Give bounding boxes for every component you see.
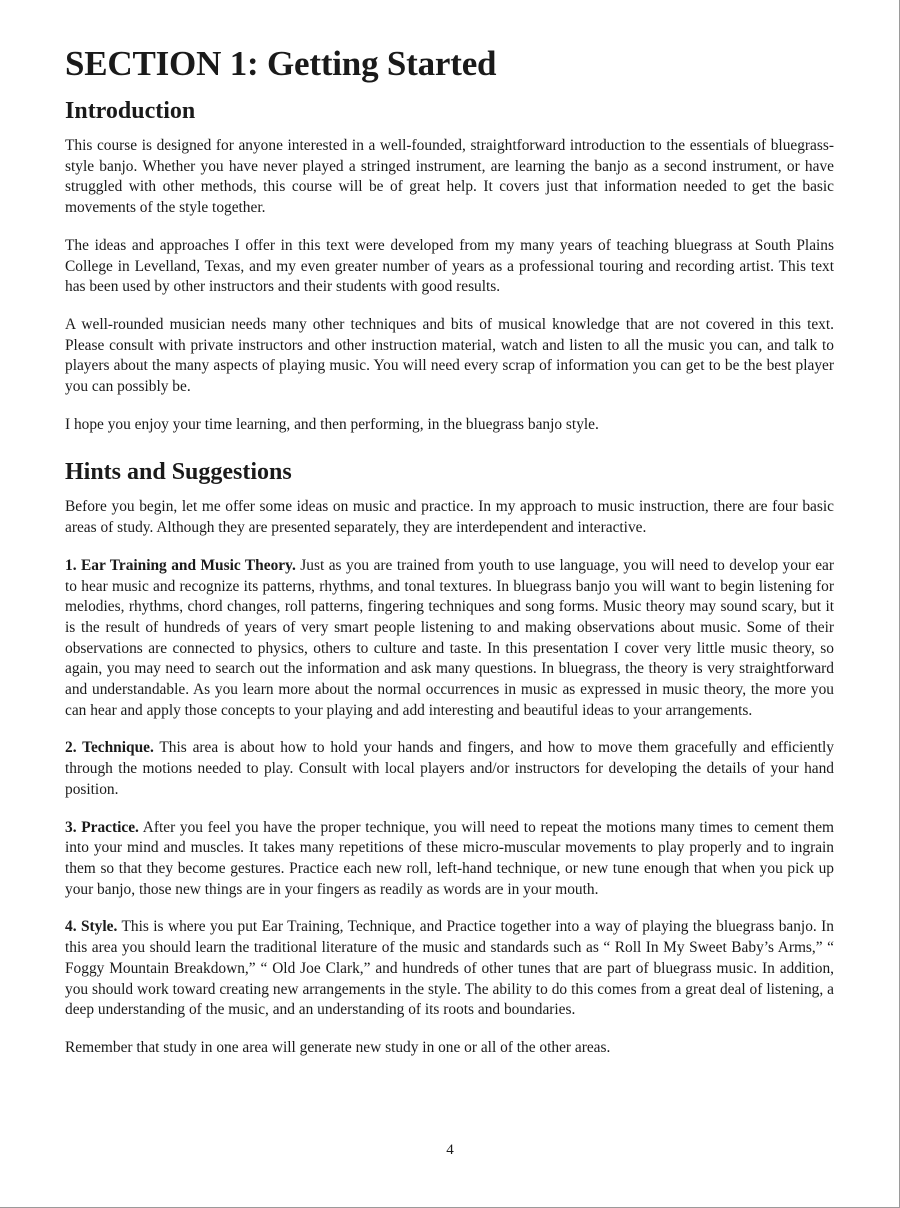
hint-technique-text: This area is about how to hold your hands and fingers, and how to move them gracefully and efficiently through the motions needed to play. Consult with local players and/or instructors for developing the details of your hand position.	[65, 739, 834, 798]
section-title: SECTION 1: Getting Started	[65, 44, 497, 83]
hint-practice-lead: 3. Practice.	[65, 818, 139, 836]
hint-ear-training	[65, 556, 834, 722]
hint-style-lead: 4. Style.	[65, 918, 118, 936]
hint-ear-training-text: Just as you are trained from youth to use language, you will need to develop your ear to hear music and recognize its patterns, rhythms, and tonal textures. In bluegrass banjo you will want to begin listening for melodies, rhythms, chord changes, roll patterns, fingering techniques and song forms. Music theory may sound scary, but it is the result of hundreds of years of very smart people listening to and making observations about music. Some of their observations are connected to physics, others to culture and taste. In this presentation I cover very little music theory, so again, you may need to search out the information and ask many questions. In bluegrass, the theory is very straightforward and understandable. As you learn more about the normal occurrences in music as expressed in music theory, the more you can hear and apply those concepts to your playing and add interesting and beautiful ideas to your arrangements.	[65, 556, 834, 719]
hints-closing-paragraph: Remember that study in one area will generate new study in one or all of the other areas.	[65, 1038, 611, 1056]
hint-technique	[65, 738, 834, 800]
hint-ear-training-lead: 1. Ear Training and Music Theory.	[65, 556, 296, 574]
intro-paragraph-1: This course is designed for anyone interested in a well-founded, straightforward introduction to the essentials of bluegrass-style banjo. Whether you have never played a stringed instrument, are learning the banjo as a second instrument, or have struggled with other methods, this course will be of great help. It covers just that information needed to get the basic movements of the style together.	[65, 137, 834, 217]
hints-intro-paragraph: Before you begin, let me offer some ideas on music and practice. In my approach to music instruction, there are four basic areas of study. Although they are presented separately, they are interdependent and interactive.	[65, 498, 834, 537]
hint-style	[65, 917, 834, 1021]
page-content	[65, 44, 834, 1076]
hint-practice	[65, 818, 834, 901]
hint-technique-lead: 2. Technique.	[65, 739, 154, 757]
intro-paragraph-3: A well-rounded musician needs many other techniques and bits of musical knowledge that are not covered in this text. Please consult with private instructors and other instruction material, watch and listen to all the music you can, and talk to players about the many aspects of playing music. You will need every scrap of information you can get to be the best player you can possibly be.	[65, 315, 834, 396]
intro-paragraph-2: The ideas and approaches I offer in this text were developed from my many years of teaching bluegrass at South Plains College in Levelland, Texas, and my even greater number of years as a professional touring and recording artist. This text has been used by other instructors and their students with good results.	[65, 236, 834, 296]
hints-heading: Hints and Suggestions	[65, 459, 292, 486]
hint-practice-text: After you feel you have the proper technique, you will need to repeat the motions many times to cement them into your mind and muscles. It takes many repetitions of these micro-muscular movements to play properly and to ingrain them so that they become gestures. Practice each new roll, left-hand technique, or new tune enough that when you pick up your banjo, those new things are in your fingers as readily as words are in your mouth.	[65, 818, 834, 898]
intro-paragraph-4: I hope you enjoy your time learning, and then performing, in the bluegrass banjo style.	[65, 415, 599, 433]
introduction-heading: Introduction	[65, 98, 196, 124]
hint-style-text: This is where you put Ear Training, Technique, and Practice together into a way of playing the bluegrass banjo. In this area you should learn the traditional literature of the music and standards such as “ Roll In My Sweet Baby’s Arms,” “ Foggy Mountain Breakdown,” “ Old Joe Clark,” and hundreds of other tunes that are part of bluegrass music. In addition, you should work toward creating new arrangements in the style. The ability to do this comes from a great deal of listening, a deep understanding of the music, and an understanding of its roots and boundaries.	[65, 918, 834, 1019]
page-number: 4	[446, 1142, 454, 1158]
